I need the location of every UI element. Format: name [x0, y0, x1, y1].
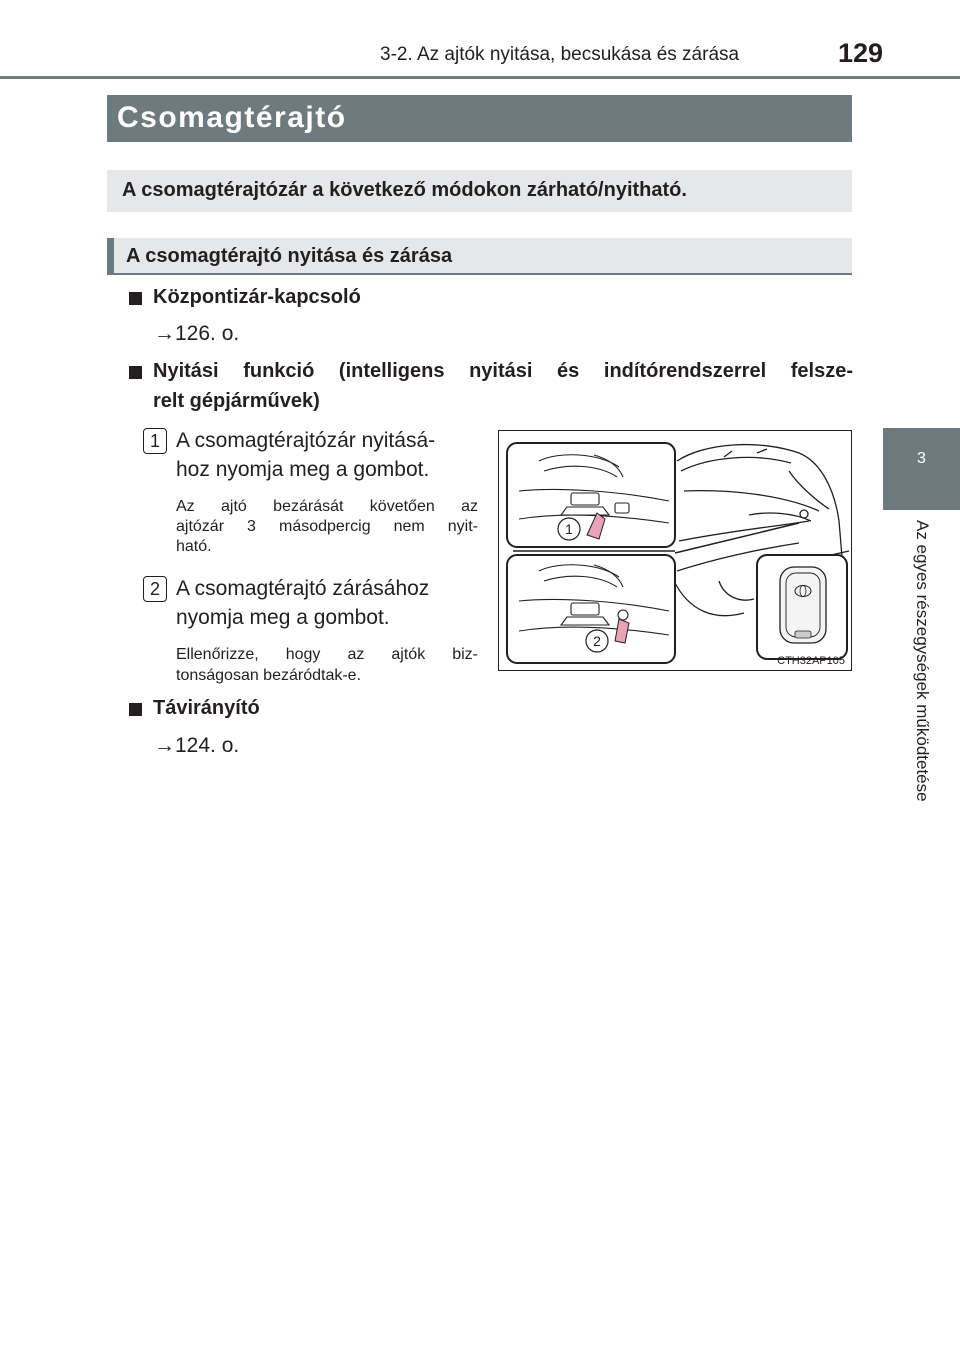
tailgate-figure: [498, 430, 852, 671]
step1-note-line2: ajtózár 3 másodpercig nem nyit-: [176, 518, 478, 535]
central-lock-heading: Központizár-kapcsoló: [153, 286, 361, 308]
page-title: Csomagtérajtó: [117, 101, 347, 134]
chapter-title: Az egyes részegységek működtetése: [913, 520, 932, 802]
subsection-box: [107, 238, 852, 274]
subsection-title: A csomagtérajtó nyitása és zárása: [126, 245, 453, 267]
intro-text: A csomagtérajtózár a következő módokon zárható/nyitható.: [122, 179, 687, 201]
step1-line2: hoz nyomja meg a gombot.: [176, 458, 430, 481]
opening-heading-line1: Nyitási funkció (intelligens nyitási és indítórendszerrel felsze-: [153, 360, 853, 382]
step-number-2: 2: [143, 576, 167, 602]
subsection-rule: [107, 273, 852, 275]
header-rule: [0, 76, 960, 79]
step2-line1: A csomagtérajtó zárásához: [176, 577, 430, 600]
step2-note-line1: Ellenőrizze, hogy az ajtók biz-: [176, 646, 478, 663]
page-number: 129: [838, 38, 884, 68]
chapter-tab: [883, 428, 960, 508]
intro-box: [107, 170, 852, 212]
remote-ref[interactable]: →124. o.: [154, 734, 240, 757]
step-number-1: 1: [143, 428, 167, 454]
bullet-square-icon: [129, 703, 142, 716]
step2-line2: nyomja meg a gombot.: [176, 606, 390, 629]
step2-note-line2: tonságosan bezáródtak-e.: [176, 667, 362, 684]
bullet-square-icon: [129, 366, 142, 379]
bullet-square-icon: [129, 292, 142, 305]
chapter-number: 3: [917, 450, 926, 467]
chapter-tab-rule: [883, 508, 960, 510]
step1-note-line3: ható.: [176, 538, 212, 555]
step1-line1: A csomagtérajtózár nyitásá-: [176, 429, 436, 452]
remote-heading: Távirányító: [153, 697, 260, 719]
page-title-bar: [107, 95, 852, 142]
central-lock-ref[interactable]: →126. o.: [154, 322, 240, 345]
figure-code: CTH32AP105: [777, 655, 845, 667]
opening-heading-line2: relt gépjárművek): [153, 390, 320, 412]
tailgate-illustration: [499, 431, 852, 671]
callout-2-label: 2: [593, 633, 601, 649]
section-header: 3-2. Az ajtók nyitása, becsukása és zárása: [380, 44, 740, 65]
step1-note-line1: Az ajtó bezárását követően az: [176, 498, 478, 515]
callout-1-label: 1: [565, 521, 573, 537]
smart-key-icon: [780, 567, 826, 643]
